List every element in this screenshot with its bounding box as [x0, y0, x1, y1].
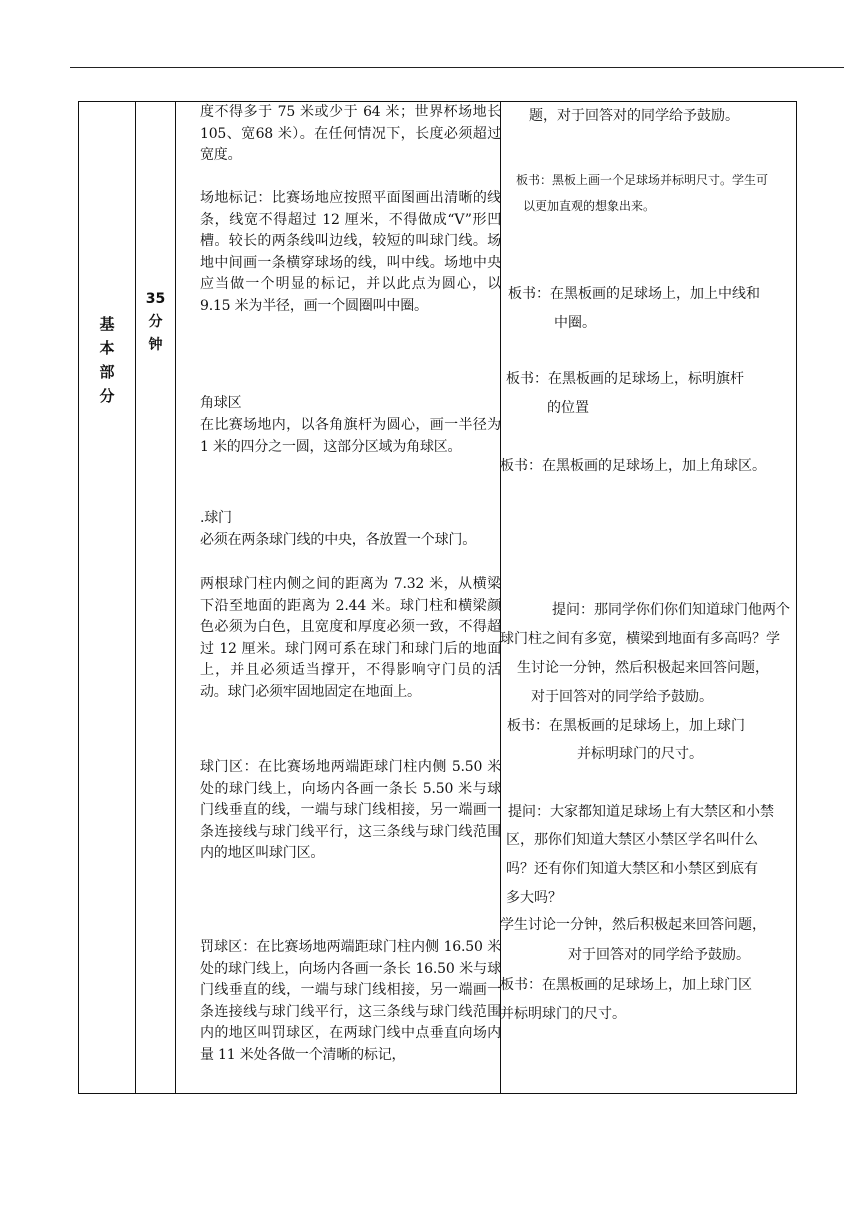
teacher-note: 板书：在黑板画的足球场上，加上中线和 [508, 286, 760, 302]
teacher-note: 多大吗？ [506, 890, 562, 906]
section-char: 本 [99, 339, 115, 357]
teacher-note: 并标明球门的尺寸。 [500, 1006, 626, 1022]
column-divider [175, 102, 176, 1093]
teacher-note: 以更加直观的想象出来。 [523, 199, 656, 213]
content-subheading: 角球区 [200, 395, 242, 411]
teacher-note: 板书：黑板上画一个足球场并标明尺寸。学生可 [516, 173, 769, 187]
content-paragraph: 场地标记：比赛场地应按照平面图画出清晰的线条，线宽不得超过 12 厘米，不得做成“V”形凹槽。较长的两条线叫边线，较短的叫球门线。场地中间画一条横穿球场的线，叫中线。场地中央应当做一个明显的标记，并以此点为圆心，以 9.15 米为半径，画一个圆圈叫中圈。 [200, 190, 501, 314]
teacher-note: 学生讨论一分钟，然后积极起来回答问题， [500, 917, 766, 933]
content-paragraph: 在比赛场地内，以各角旗杆为圆心，画一半径为 1 米的四分之一圆，这部分区域为角球区。 [200, 417, 501, 455]
content-paragraph: 罚球区：在比赛场地两端距球门柱内侧 16.50 米处的球门线上，向场内各画一条长 16.50 米与球门线垂直的线，一端与球门线相接，另一端画一条连接线与球门线平行，这三条线与球门线范围内的地区叫罚球区，在两球门线中点垂直向场内量 11 米处各做一个清晰的标记， [200, 939, 501, 1063]
section-char: 部 [99, 363, 115, 381]
duration-unit-char: 钟 [148, 337, 163, 353]
teacher-note: 板书：在黑板画的足球场上，加上球门 [507, 718, 745, 734]
teacher-note: 对于回答对的同学给予鼓励。 [568, 947, 750, 963]
content-paragraph: 度不得多于 75 米或少于 64 米；世界杯场地长 105、宽68 米）。在任何情况下，长度必须超过宽度。 [200, 104, 501, 163]
content-column [200, 102, 501, 1093]
teacher-note: 对于回答对的同学给予鼓励。 [531, 689, 713, 705]
teacher-note: 提问：大家都知道足球场上有大禁区和小禁 [508, 804, 774, 820]
lesson-plan-table [78, 101, 797, 1094]
duration-unit-char: 分 [148, 314, 163, 330]
section-char: 分 [99, 387, 115, 405]
teacher-note: 并标明球门的尺寸。 [577, 746, 703, 762]
header-rule [70, 67, 844, 68]
teacher-note: 区，那你们知道大禁区小禁区学名叫什么 [506, 832, 758, 848]
section-label [79, 312, 135, 408]
teacher-note: 的位置 [547, 400, 589, 416]
teacher-note: 板书：在黑板画的足球场上，加上球门区 [500, 977, 752, 993]
teacher-note: 板书：在黑板画的足球场上，加上角球区。 [500, 458, 766, 474]
teacher-note: 中圈。 [554, 315, 596, 331]
teacher-note: 生讨论一分钟，然后积极起来回答问题， [517, 660, 769, 676]
teacher-note: 球门柱之间有多宽，横梁到地面有多高吗？学 [500, 631, 780, 647]
content-paragraph: 两根球门柱内侧之间的距离为 7.32 米，从横梁下沿至地面的距离为 2.44 米。球门柱和横梁颜色必须为白色，且宽度和厚度必须一致，不得超过 12 厘米。球门网可系在球门和球门后的地面上，并且必须适当撑开，不得影响守门员的活动。球门必须牢固地固定在地面上。 [200, 576, 501, 700]
section-char: 基 [99, 315, 115, 333]
column-divider [135, 102, 136, 1093]
content-paragraph: 球门区：在比赛场地两端距球门柱内侧 5.50 米处的球门线上，向场内各画一条长 5.50 米与球门线垂直的线，一端与球门线相接，另一端画一条连接线与球门线平行，这三条线与球门线范围内的地区叫球门区。 [200, 759, 501, 861]
teacher-note: 吗？还有你们知道大禁区和小禁区到底有 [506, 861, 758, 877]
notes-column [500, 102, 798, 1093]
teacher-note: 提问：那同学你们你们知道球门他两个 [552, 602, 790, 618]
content-subheading: .球门 [200, 510, 232, 526]
content-paragraph: 必须在两条球门线的中央，各放置一个球门。 [200, 532, 476, 548]
duration-value: 35 [145, 291, 166, 307]
teacher-note: 板书：在黑板画的足球场上，标明旗杆 [506, 371, 744, 387]
duration-label [136, 288, 175, 357]
teacher-note: 题，对于回答对的同学给予鼓励。 [529, 108, 739, 124]
